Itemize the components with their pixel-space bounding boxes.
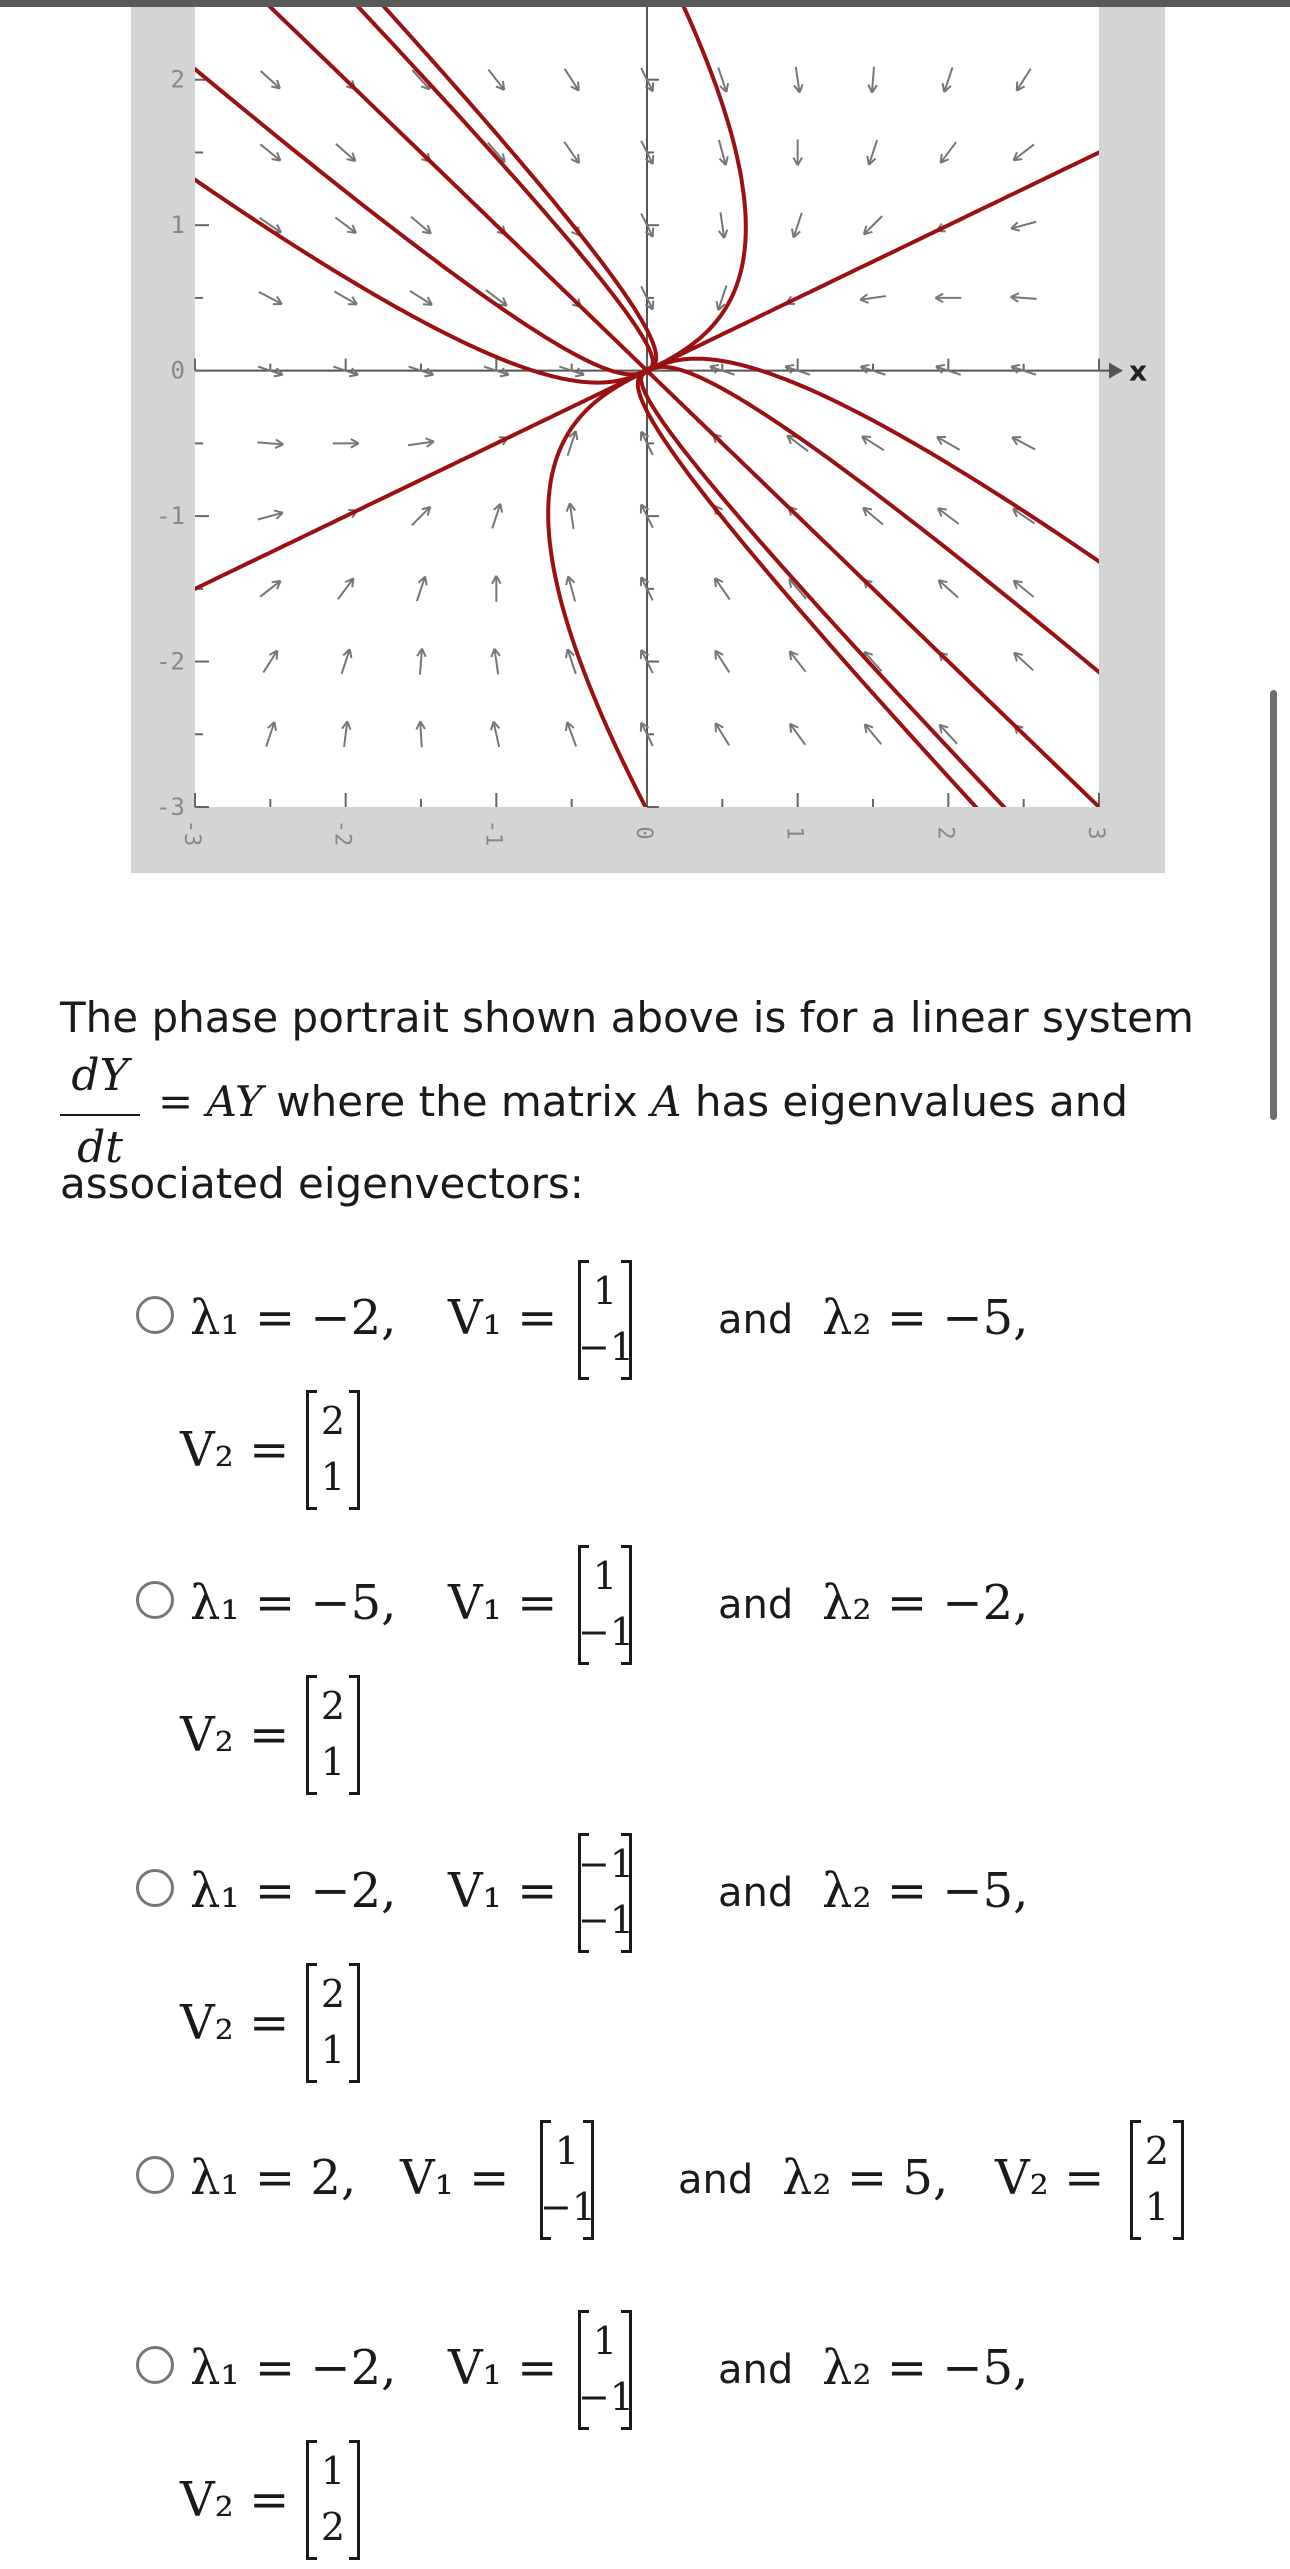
v2-vector: [306, 1963, 360, 2081]
v1-vector: [578, 1260, 635, 1378]
y-tick-label: -1: [156, 502, 185, 531]
fraction-denominator: dt: [77, 1122, 123, 1173]
lambda2-text: λ₂ = −2,: [822, 1575, 1029, 1631]
v2-vector: [306, 1675, 360, 1793]
radio-button[interactable]: [136, 1869, 174, 1907]
v1-vector: [578, 1833, 635, 1951]
v1-entry-2: −1: [578, 1898, 635, 1942]
v1-label: V₁ =: [448, 1575, 558, 1631]
lambda2-text: λ₂ = −5,: [822, 2340, 1029, 2396]
phase-portrait: [131, 7, 1165, 873]
x-tick-label: 0: [631, 826, 656, 840]
question-line-1: The phase portrait shown above is for a linear system: [60, 993, 1194, 1042]
and-text: and: [718, 1582, 794, 1628]
radio-button[interactable]: [136, 2346, 174, 2384]
y-tick-label: 0: [170, 356, 185, 385]
question-line-2: [158, 1074, 1128, 1130]
x-tick-label: 2: [932, 826, 958, 840]
and-text: and: [718, 1297, 794, 1343]
v2-entry-2: 1: [320, 1740, 346, 1784]
v2-label: V₂ =: [180, 2472, 290, 2528]
lambda1-text: λ₁ = −2,: [190, 1290, 397, 1346]
x-tick-label: 3: [1083, 826, 1108, 840]
top-bar: [0, 0, 1290, 7]
x-tick-label: -2: [329, 819, 355, 847]
v1-entry-2: −1: [578, 1325, 635, 1369]
v1-label: V₁ =: [448, 2340, 558, 2396]
v2-entry-1: 2: [320, 1399, 346, 1443]
v2-label: V₂ =: [180, 1422, 290, 1478]
v2-label: V₂ =: [995, 2150, 1105, 2206]
v1-entry-2: −1: [578, 1610, 635, 1654]
v1-label: V₁ =: [448, 1290, 558, 1346]
v1-vector: [578, 2310, 635, 2428]
v2-entry-1: 1: [320, 2449, 346, 2493]
lambda2-text: λ₂ = −5,: [822, 1290, 1029, 1346]
v1-entry-1: 1: [592, 1554, 618, 1598]
v2-entry-1: 2: [320, 1972, 346, 2016]
scrollbar-thumb[interactable]: [1270, 690, 1277, 1120]
v1-entry-1: 1: [554, 2129, 580, 2173]
lambda1-text: λ₁ = −5,: [190, 1575, 397, 1631]
v2-entry-2: 2: [320, 2505, 346, 2549]
radio-button[interactable]: [136, 1296, 174, 1334]
v2-label: V₂ =: [180, 1707, 290, 1763]
lambda2-text: λ₂ = −5,: [822, 1863, 1029, 1919]
v1-vector: [578, 1545, 635, 1663]
v2-entry-1: 2: [1144, 2129, 1170, 2173]
v2-entry-2: 1: [320, 1455, 346, 1499]
v1-label: V₁ =: [448, 1863, 558, 1919]
v1-entry-1: 1: [592, 2319, 618, 2363]
x-tick-label: -3: [179, 819, 204, 847]
x-tick-label: -1: [480, 819, 506, 847]
and-text: and: [678, 2157, 754, 2203]
x-tick-label: 1: [781, 826, 807, 840]
v1-entry-1: −1: [578, 1842, 635, 1886]
x-axis-arrow-icon: [1109, 363, 1123, 379]
v2-entry-2: 1: [320, 2028, 346, 2072]
y-tick-label: -3: [156, 793, 185, 821]
and-text: and: [718, 1870, 794, 1916]
v2-vector: [1130, 2120, 1184, 2238]
x-axis-label: x: [1129, 354, 1148, 388]
lambda1-text: λ₁ = 2,: [190, 2150, 357, 2206]
v2-vector: [306, 1390, 360, 1508]
y-tick-label: 2: [170, 65, 185, 94]
v1-label: V₁ =: [400, 2150, 510, 2206]
y-tick-label: -2: [156, 647, 185, 676]
v2-entry-1: 2: [320, 1684, 346, 1728]
v1-entry-2: −1: [540, 2185, 597, 2229]
derivative-fraction: [60, 1048, 140, 1173]
and-text: and: [718, 2347, 794, 2393]
v2-vector: [306, 2440, 360, 2558]
lambda1-text: λ₁ = −2,: [190, 2340, 397, 2396]
equation-rhs: = AY: [158, 1077, 263, 1126]
radio-button[interactable]: [136, 1581, 174, 1619]
lambda2-text: λ₂ = 5,: [782, 2150, 949, 2206]
question-line-3: associated eigenvectors:: [60, 1159, 584, 1208]
v2-label: V₂ =: [180, 1995, 290, 2051]
v1-vector: [540, 2120, 597, 2238]
question-line-2-end: has eigenvalues and: [681, 1077, 1129, 1126]
question-line-2-text: where the matrix: [262, 1077, 652, 1126]
matrix-name: A: [651, 1077, 682, 1126]
fraction-bar: [60, 1114, 140, 1116]
v1-entry-2: −1: [578, 2375, 635, 2419]
v2-entry-2: 1: [1144, 2185, 1170, 2229]
v1-entry-1: 1: [592, 1269, 618, 1313]
fraction-numerator: dY: [71, 1050, 129, 1101]
phase-portrait-svg: [131, 7, 1165, 873]
lambda1-text: λ₁ = −2,: [190, 1863, 397, 1919]
y-tick-label: 1: [170, 211, 185, 240]
radio-button[interactable]: [136, 2156, 174, 2194]
